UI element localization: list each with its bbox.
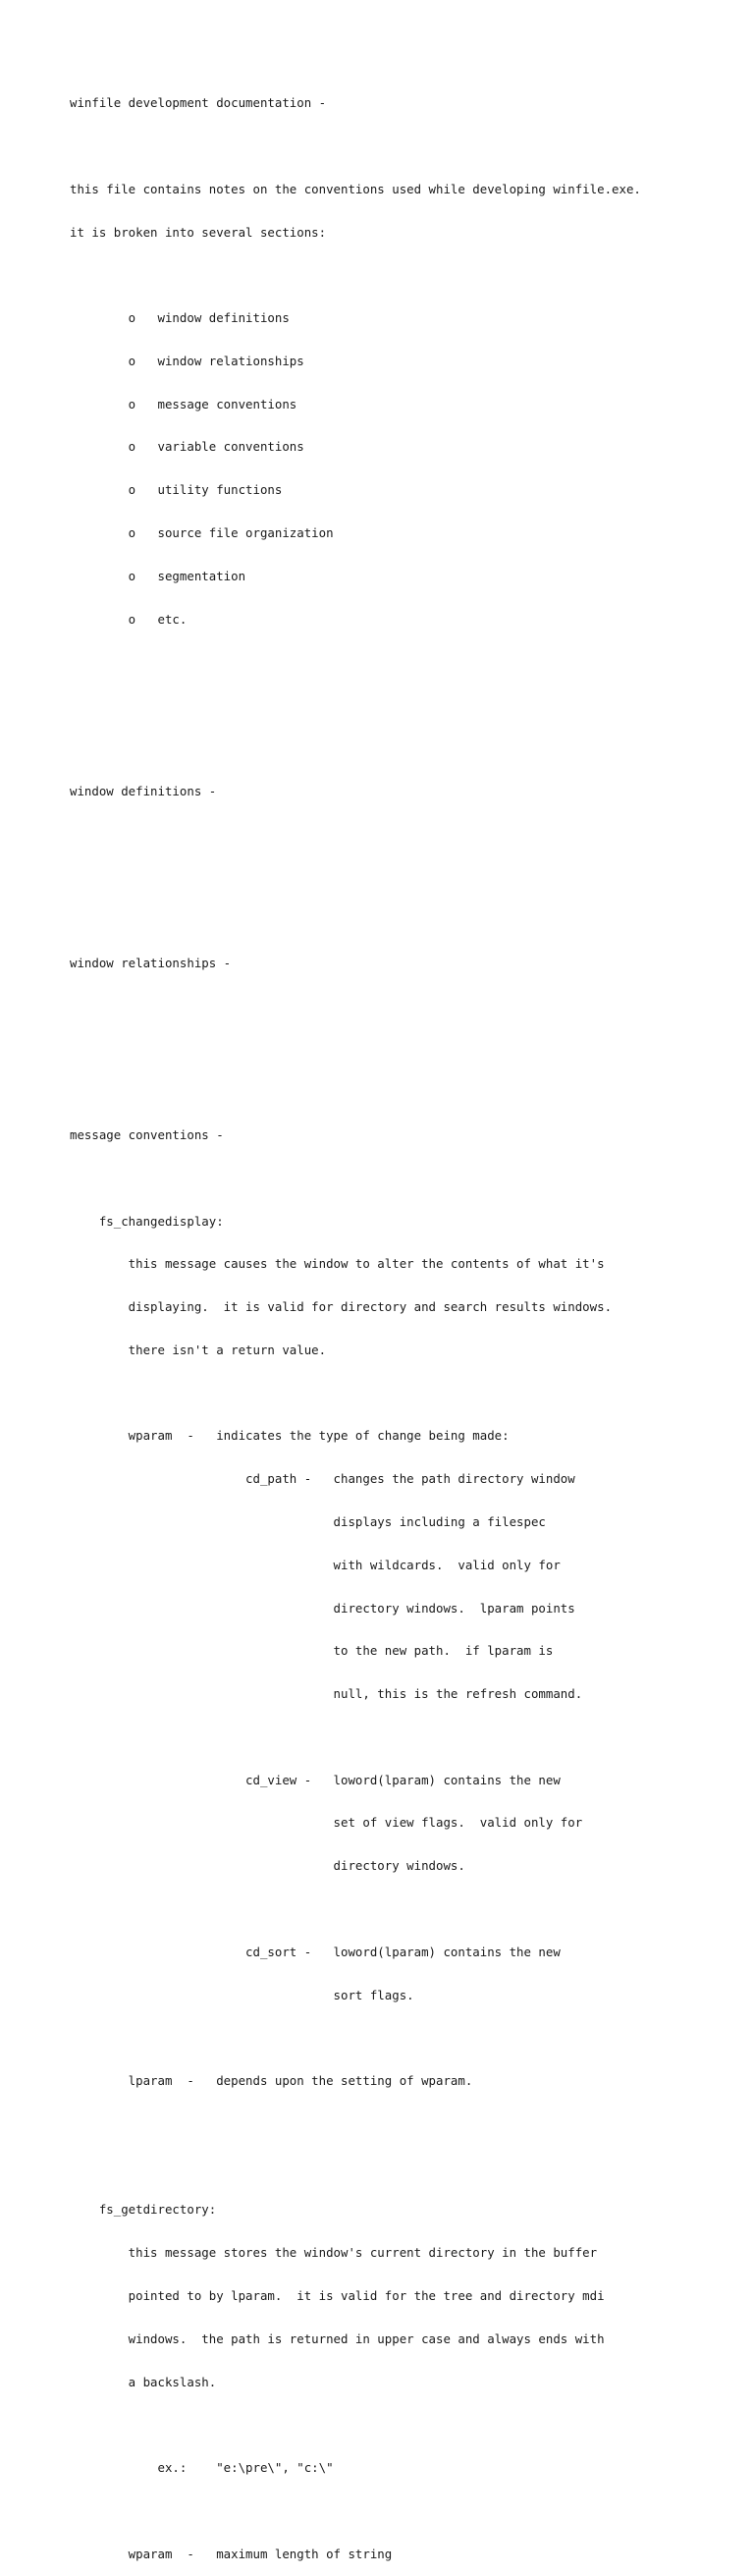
toc-item: o source file organization (70, 525, 334, 540)
blank-line (70, 655, 641, 670)
param-line: cd_sort - loword(lparam) contains the new (70, 1944, 561, 1959)
message-description: there isn't a return value. (70, 1342, 327, 1357)
blank-line (70, 2504, 641, 2519)
message-name: fs_changedisplay: (70, 1213, 224, 1229)
param-line: null, this is the refresh command. (70, 1686, 583, 1702)
param-line: wparam - indicates the type of change being made: (70, 1428, 510, 1444)
message-description: this message causes the window to alter the contents of what it's (70, 1256, 605, 1272)
message-description: this message stores the window's current directory in the buffer (70, 2245, 598, 2261)
intro-line: this file contains notes on the conventions used while developing winfile.exe. (70, 181, 641, 196)
blank-line (70, 1042, 641, 1057)
param-line: cd_path - changes the path directory window (70, 1471, 575, 1487)
blank-line (70, 2031, 641, 2046)
blank-line (70, 1085, 641, 1100)
blank-line (70, 1000, 641, 1014)
blank-line (70, 139, 641, 154)
message-description: pointed to by lparam. it is valid for the tree and directory mdi (70, 2288, 605, 2304)
message-description: displaying. it is valid for directory and search results windows. (70, 1299, 613, 1315)
section-heading: message conventions - (70, 1126, 224, 1142)
example-line: ex.: "e:\pre\", "c:\" (70, 2460, 334, 2476)
message-description: a backslash. (70, 2374, 217, 2389)
doc-title: winfile development documentation - (70, 95, 327, 111)
blank-line (70, 1730, 641, 1745)
blank-line (70, 913, 641, 928)
blank-line (70, 827, 641, 842)
blank-line (70, 2117, 641, 2132)
toc-item: o window relationships (70, 353, 304, 368)
blank-line (70, 2418, 641, 2433)
blank-line (70, 1387, 641, 1401)
param-line: cd_view - loword(lparam) contains the new (70, 1772, 561, 1787)
param-line: to the new path. if lparam is (70, 1643, 554, 1659)
toc-item: o segmentation (70, 568, 246, 583)
blank-line (70, 698, 641, 713)
param-line: wparam - maximum length of string (70, 2546, 393, 2561)
blank-line (70, 268, 641, 283)
message-name: fs_getdirectory: (70, 2202, 217, 2218)
section-heading: window definitions - (70, 783, 217, 798)
intro-line: it is broken into several sections: (70, 224, 327, 240)
blank-line (70, 2161, 641, 2175)
blank-line (70, 741, 641, 756)
toc-item: o utility functions (70, 482, 283, 498)
toc-item: o message conventions (70, 396, 297, 411)
param-line: lparam - depends upon the setting of wparam. (70, 2073, 473, 2089)
param-line: set of view flags. valid only for (70, 1815, 583, 1831)
param-line: directory windows. lparam points (70, 1600, 575, 1616)
param-line: with wildcards. valid only for (70, 1557, 561, 1572)
message-description: windows. the path is returned in upper case and always ends with (70, 2330, 605, 2346)
section-heading: window relationships - (70, 955, 232, 970)
param-line: displays including a filespec (70, 1513, 546, 1529)
param-line: sort flags. (70, 1987, 414, 2002)
toc-item: o etc. (70, 611, 188, 627)
blank-line (70, 1902, 641, 1917)
document-text (70, 68, 641, 2576)
toc-item: o variable conventions (70, 439, 304, 455)
blank-line (70, 870, 641, 885)
toc-item: o window definitions (70, 310, 290, 326)
blank-line (70, 1172, 641, 1186)
param-line: directory windows. (70, 1858, 465, 1874)
